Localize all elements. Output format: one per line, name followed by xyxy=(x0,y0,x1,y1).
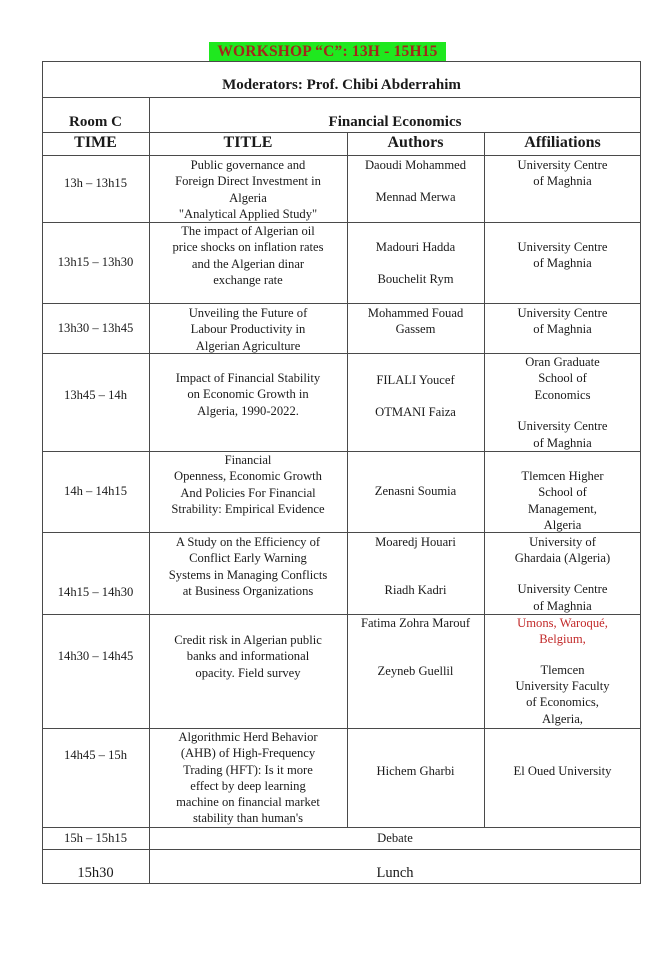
table-row-authors xyxy=(347,372,484,450)
affiliation-line: Algeria xyxy=(543,517,582,532)
table-row-affiliations xyxy=(484,354,641,451)
title-line: Strability: Empirical Evidence xyxy=(171,501,325,516)
column-header-affiliations-text: Affiliations xyxy=(524,134,601,152)
table-row-title xyxy=(149,305,347,353)
time-text: 15h – 15h15 xyxy=(64,830,127,845)
title-line: machine on financial market xyxy=(176,795,320,810)
title-line: at Business Organizations xyxy=(182,583,314,598)
time-text: 14h15 – 14h30 xyxy=(57,584,134,599)
table-row-title xyxy=(149,157,347,222)
time-text: 14h30 – 14h45 xyxy=(57,648,134,663)
title-line: banks and informational xyxy=(186,649,310,664)
session-topic-text: Financial Economics xyxy=(328,113,462,130)
table-row-authors xyxy=(347,762,484,780)
affiliation-line: University Centre xyxy=(517,306,608,320)
affiliation-line: of Maghnia xyxy=(533,435,592,450)
debate-time xyxy=(42,827,149,849)
title-line: "Analytical Applied Study" xyxy=(178,206,318,221)
author-name: Mohammed Fouad xyxy=(367,306,464,320)
affiliation-line: University of xyxy=(529,535,596,549)
table-row-affiliations xyxy=(484,305,641,353)
affiliation-line: University Centre xyxy=(517,158,608,172)
table-row-title xyxy=(149,370,347,450)
affiliation-line: of Maghnia xyxy=(533,322,592,337)
table-row-affiliations xyxy=(484,762,641,780)
table-row-title xyxy=(149,534,347,614)
column-header-authors-text: Authors xyxy=(387,134,444,152)
author-name: Mennad Merwa xyxy=(375,190,456,205)
title-line: The impact of Algerian oil xyxy=(181,224,315,238)
affiliation-line: El Oued University xyxy=(513,763,612,778)
author-name: Fatima Zohra Marouf xyxy=(360,616,471,630)
divider xyxy=(42,849,641,850)
title-line: Credit risk in Algerian public xyxy=(174,633,322,647)
affiliation-line: University Centre xyxy=(517,582,608,597)
affiliation-line: School of xyxy=(538,371,587,386)
affiliation-line: University Centre xyxy=(517,240,608,254)
divider xyxy=(42,97,641,98)
author-name: Bouchelit Rym xyxy=(377,272,454,287)
column-header-authors xyxy=(347,132,484,155)
time-text: 14h – 14h15 xyxy=(64,484,127,499)
table-row-time xyxy=(42,451,149,532)
author-name: Riadh Kadri xyxy=(384,583,447,598)
title-line: Conflict Early Warning xyxy=(189,551,307,566)
affiliation-line: of Maghnia xyxy=(533,256,592,271)
affiliation-line: School of xyxy=(538,485,587,500)
title-line: Algeria, 1990-2022. xyxy=(197,403,299,418)
lunch-text: Lunch xyxy=(376,864,414,881)
affiliation-line: Tlemcen xyxy=(540,662,585,677)
affiliation-line-highlighted: Belgium, xyxy=(539,632,586,647)
author-name: Moaredj Houari xyxy=(375,535,456,549)
title-line: on Economic Growth in xyxy=(187,387,309,402)
title-line: price shocks on inflation rates xyxy=(172,240,324,255)
debate-label xyxy=(149,827,641,849)
column-header-affiliations xyxy=(484,132,641,155)
table-row-authors xyxy=(347,615,484,725)
time-text: 13h45 – 14h xyxy=(64,387,127,402)
affiliation-line: Management, xyxy=(528,501,597,516)
time-text: 15h30 xyxy=(77,864,114,881)
title-line: Systems in Managing Conflicts xyxy=(168,567,328,582)
affiliation-line: Economics xyxy=(534,387,591,402)
affiliation-line: of Economics, xyxy=(526,695,599,710)
title-line: Financial xyxy=(224,453,272,467)
title-line: Foreign Direct Investment in xyxy=(175,174,321,189)
title-line: Algerian Agriculture xyxy=(195,338,301,353)
room-text: Room C xyxy=(69,113,122,130)
title-line: Trading (HFT): Is it more xyxy=(183,762,313,777)
affiliation-line: Oran Graduate xyxy=(525,355,600,369)
table-row-affiliations xyxy=(484,239,641,303)
room-label xyxy=(42,112,149,132)
debate-text: Debate xyxy=(377,830,413,845)
title-line: Algorithmic Herd Behavior xyxy=(178,730,318,744)
title-line: Public governance and xyxy=(190,158,306,172)
lunch-time xyxy=(42,862,149,884)
session-topic xyxy=(149,112,641,132)
time-text: 13h15 – 13h30 xyxy=(57,255,134,270)
column-header-time xyxy=(42,132,149,155)
affiliation-line: University Centre xyxy=(517,419,608,434)
title-line: Algeria xyxy=(229,190,267,205)
table-row-affiliations xyxy=(484,468,641,532)
column-header-time-text: TIME xyxy=(74,134,117,152)
title-line: opacity. Field survey xyxy=(195,665,301,680)
column-header-title xyxy=(149,132,347,155)
affiliation-line: Ghardaia (Algeria) xyxy=(514,551,611,566)
title-line: exchange rate xyxy=(213,272,283,287)
title-line: stability than human's xyxy=(192,811,303,826)
author-name: FILALI Youcef xyxy=(376,373,455,387)
title-line: (AHB) of High-Frequency xyxy=(180,746,316,761)
author-name: Gassem xyxy=(395,322,436,337)
table-row-time xyxy=(42,303,149,353)
table-row-time xyxy=(42,745,149,765)
table-row-authors xyxy=(347,239,484,303)
affiliation-line-highlighted: Umons, Waroqué, xyxy=(517,616,608,630)
author-name: Madouri Hadda xyxy=(375,240,456,254)
table-row-affiliations xyxy=(484,534,641,614)
title-line: and the Algerian dinar xyxy=(191,256,305,271)
time-text: 13h30 – 13h45 xyxy=(57,320,134,335)
author-name: Zeyneb Guellil xyxy=(377,664,454,679)
title-line: A Study on the Efficiency of xyxy=(175,535,321,549)
table-row-title xyxy=(149,632,347,722)
title-line: Labour Productivity in xyxy=(190,322,306,337)
affiliation-line: University Faculty xyxy=(515,679,610,694)
time-text: 13h – 13h15 xyxy=(64,176,127,191)
title-line: Openness, Economic Growth xyxy=(174,469,322,484)
moderators xyxy=(42,73,641,97)
table-row-authors xyxy=(347,534,484,614)
table-row-time xyxy=(42,353,149,437)
table-row-title xyxy=(149,452,347,532)
column-header-title-text: TITLE xyxy=(223,134,273,152)
table-row-time xyxy=(42,222,149,303)
table-row-affiliations xyxy=(484,615,641,727)
author-name: Hichem Gharbi xyxy=(376,763,455,778)
table-row-authors xyxy=(347,451,484,532)
table-row-authors xyxy=(347,305,484,353)
affiliation-line: Tlemcen Higher xyxy=(521,469,604,483)
table-row-authors xyxy=(347,157,484,222)
author-name: OTMANI Faiza xyxy=(375,405,456,420)
title-line: Unveiling the Future of xyxy=(188,306,308,320)
title-line: Impact of Financial Stability xyxy=(175,371,321,385)
title-line: And Policies For Financial xyxy=(180,485,316,500)
table-row-time xyxy=(42,155,149,212)
time-text: 14h45 – 15h xyxy=(64,747,127,762)
table-row-title xyxy=(149,729,347,827)
table-row-time xyxy=(42,582,149,602)
author-name: Zenasni Soumia xyxy=(374,484,457,499)
author-name: Daoudi Mohammed xyxy=(364,158,467,172)
affiliation-line: of Maghnia xyxy=(533,174,592,189)
table-row-title xyxy=(149,223,347,303)
table-row-time xyxy=(42,614,149,698)
affiliation-line: Algeria, xyxy=(542,711,583,726)
table-row-affiliations xyxy=(484,157,641,222)
workshop-title: WORKSHOP “C”: 13H - 15H15 xyxy=(209,42,446,62)
affiliation-line: of Maghnia xyxy=(533,598,592,613)
moderators-text: Moderators: Prof. Chibi Abderrahim xyxy=(222,76,461,93)
title-line: effect by deep learning xyxy=(190,778,306,793)
lunch-label xyxy=(149,862,641,884)
